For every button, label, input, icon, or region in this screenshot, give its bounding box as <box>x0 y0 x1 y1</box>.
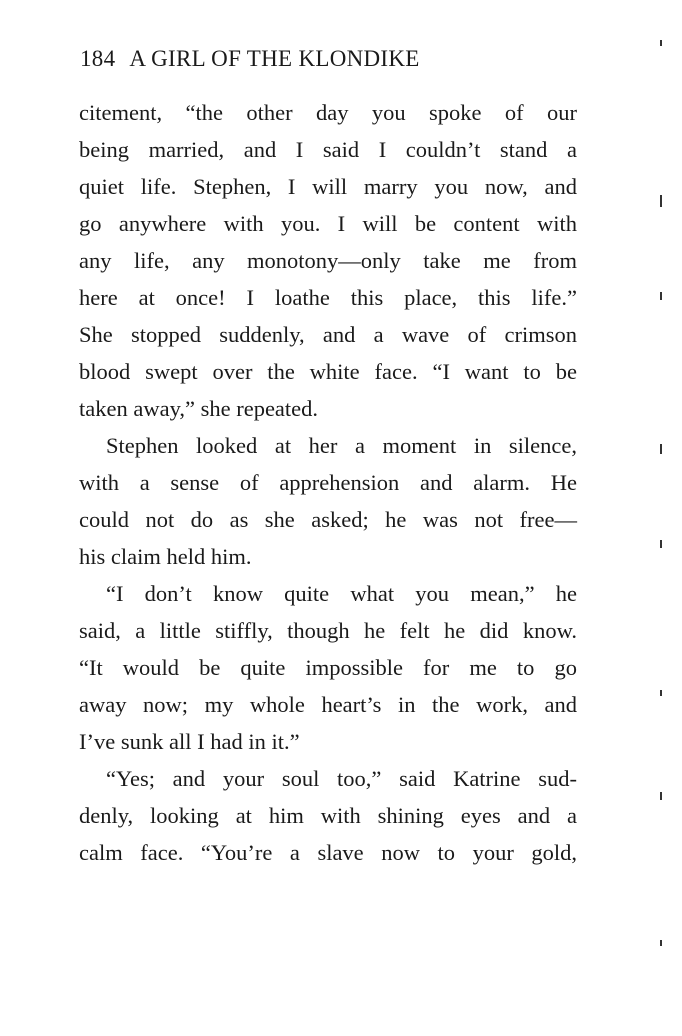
text-line: taken away,” she repeated. <box>79 396 319 421</box>
running-title: A GIRL OF THE KLONDIKE <box>129 46 420 71</box>
scan-mark <box>660 40 662 46</box>
text-line: citement, “the other day you spoke of our <box>79 100 577 125</box>
scan-mark <box>660 292 662 300</box>
body-text <box>79 94 577 871</box>
text-line: could not do as she asked; he was not free— <box>79 507 577 532</box>
text-line: any life, any monotony—only take me from <box>79 248 577 273</box>
text-line: “It would be quite impossible for me to go <box>79 655 577 680</box>
text-line: blood swept over the white face. “I want to be <box>79 359 577 384</box>
scan-mark <box>660 540 662 548</box>
page-number: 184 <box>80 46 116 71</box>
running-header <box>80 46 420 72</box>
text-line: here at once! I loathe this place, this life.” <box>79 285 577 310</box>
text-line: I’ve sunk all I had in it.” <box>79 729 300 754</box>
scan-mark <box>660 792 662 800</box>
scan-mark <box>660 195 662 207</box>
text-line: said, a little stiffly, though he felt he did know. <box>79 618 577 643</box>
text-line: quiet life. Stephen, I will marry you now, and <box>79 174 577 199</box>
scan-mark <box>660 940 662 946</box>
text-line: go anywhere with you. I will be content with <box>79 211 577 236</box>
text-line: “Yes; and your soul too,” said Katrine sud- <box>106 766 577 791</box>
text-line: away now; my whole heart’s in the work, and <box>79 692 577 717</box>
text-line: with a sense of apprehension and alarm. He <box>79 470 577 495</box>
text-line: She stopped suddenly, and a wave of crimson <box>79 322 577 347</box>
text-line: denly, looking at him with shining eyes and a <box>79 803 577 828</box>
text-line: “I don’t know quite what you mean,” he <box>106 581 577 606</box>
scan-mark <box>660 690 662 696</box>
scan-mark <box>660 444 662 454</box>
text-line: Stephen looked at her a moment in silence, <box>106 433 577 458</box>
text-line: his claim held him. <box>79 544 252 569</box>
text-line: being married, and I said I couldn’t stand a <box>79 137 577 162</box>
text-line: calm face. “You’re a slave now to your gold, <box>79 840 577 865</box>
